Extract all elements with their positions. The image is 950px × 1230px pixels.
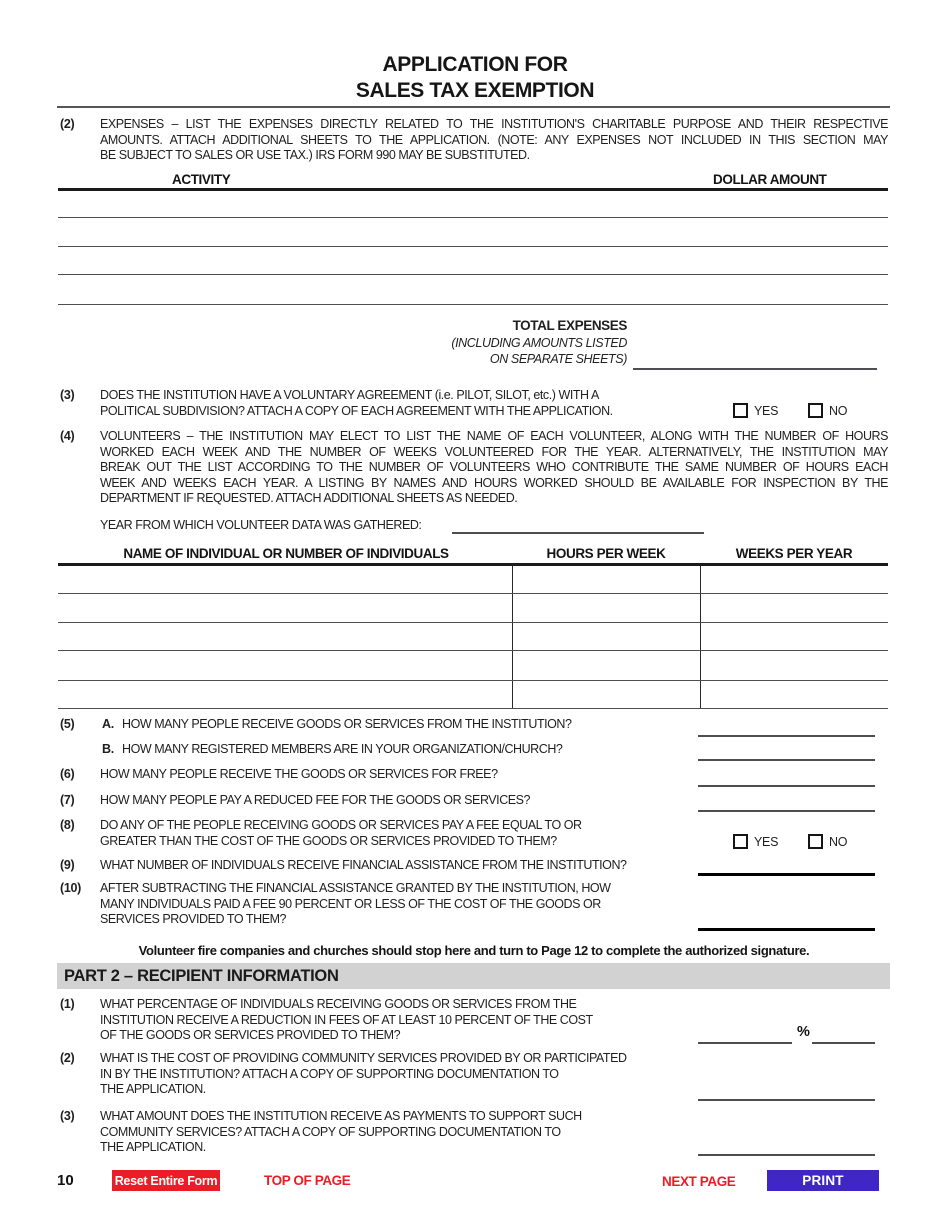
hours-per-week-cell[interactable] (512, 651, 700, 680)
q3-no-label: NO (829, 403, 848, 418)
volunteer-name-cell[interactable] (58, 566, 512, 593)
part2-q3-text (100, 1109, 888, 1156)
dollar-amount-column-header: DOLLAR AMOUNT (713, 172, 827, 187)
question-5b-letter: B. (102, 742, 114, 756)
part2-q3-number: (3) (60, 1109, 75, 1123)
weeks-per-year-cell[interactable] (700, 681, 888, 709)
question-5-number: (5) (60, 717, 75, 731)
q8-no-option (808, 834, 847, 849)
volunteer-name-cell[interactable] (58, 594, 512, 622)
expense-amount-field[interactable] (640, 191, 888, 217)
text-line: IN BY THE INSTITUTION? ATTACH A COPY OF SUPPORTING DOCUMENTATION TO (100, 1066, 559, 1081)
stop-note: Volunteer fire companies and churches should stop here and turn to Page 12 to complete the authorized signature. (138, 943, 810, 958)
expense-activity-field[interactable] (58, 218, 640, 246)
text-line: DOES THE INSTITUTION HAVE A VOLUNTARY AGREEMENT (i.e. PILOT, SILOT, etc.) WITH A (100, 388, 599, 402)
q3-yes-option (733, 403, 778, 418)
section-2-text (100, 117, 888, 164)
expense-activity-field[interactable] (58, 191, 640, 217)
q8-yes-label: YES (754, 834, 779, 849)
question-5b-field[interactable] (698, 759, 875, 761)
text-line: DO ANY OF THE PEOPLE RECEIVING GOODS OR SERVICES PAY A FEE EQUAL TO OR (100, 818, 582, 832)
part2-q2-number: (2) (60, 1051, 75, 1065)
hours-per-week-cell[interactable] (512, 566, 700, 593)
next-page-link[interactable]: NEXT PAGE (662, 1174, 736, 1189)
q3-no-option (808, 403, 847, 418)
total-expenses-note-line: ON SEPARATE SHEETS) (489, 352, 627, 366)
expense-amount-field[interactable] (640, 218, 888, 246)
question-9-number: (9) (60, 858, 75, 872)
section-4-text (100, 429, 888, 507)
expense-amount-field[interactable] (640, 247, 888, 275)
part2-q2-text (100, 1051, 888, 1098)
text-line: AMOUNTS. ATTACH ADDITIONAL SHEETS TO THE APPLICATION. (NOTE: ANY EXPENSES NOT INCLUDED IN THIS SECTION MAY (100, 132, 888, 147)
expense-activity-field[interactable] (58, 275, 640, 304)
question-10-field[interactable] (698, 928, 875, 931)
print-button[interactable]: PRINT (767, 1170, 879, 1191)
volunteer-row (58, 566, 888, 594)
question-7-number: (7) (60, 793, 75, 807)
weeks-per-year-cell[interactable] (700, 623, 888, 651)
expense-activity-field[interactable] (58, 247, 640, 275)
expense-row (58, 218, 888, 247)
total-expenses-note-line: (INCLUDING AMOUNTS LISTED (451, 335, 627, 350)
part2-q1-text (100, 997, 888, 1044)
q3-no-checkbox[interactable] (808, 403, 823, 418)
question-8-number: (8) (60, 818, 75, 832)
section-4-number: (4) (60, 429, 75, 443)
volunteer-table (58, 566, 888, 709)
text-line: BE SUBJECT TO SALES OR USE TAX.) IRS FORM 990 MAY BE SUBSTITUTED. (100, 148, 530, 163)
year-gathered-label: YEAR FROM WHICH VOLUNTEER DATA WAS GATHERED: (100, 518, 422, 532)
section-2-number: (2) (60, 117, 75, 131)
part2-q1-field[interactable] (698, 1042, 792, 1044)
section-3-number: (3) (60, 388, 75, 402)
volunteer-name-column-header: NAME OF INDIVIDUAL OR NUMBER OF INDIVIDUALS (123, 546, 449, 561)
hours-per-week-column-header: HOURS PER WEEK (546, 546, 666, 561)
volunteer-name-cell[interactable] (58, 651, 512, 680)
question-9-text: WHAT NUMBER OF INDIVIDUALS RECEIVE FINANCIAL ASSISTANCE FROM THE INSTITUTION? (100, 858, 627, 872)
text-line: BREAK OUT THE LIST ACCORDING TO THE NUMBER OF VOLUNTEERS WHO CONTRIBUTE THE SAME NUMBER OF HOURS EACH (100, 460, 888, 475)
part2-q3-field[interactable] (698, 1154, 875, 1156)
text-line: INSTITUTION RECEIVE A REDUCTION IN FEES OF AT LEAST 10 PERCENT OF THE COST (100, 1012, 593, 1027)
text-line: GREATER THAN THE COST OF THE GOODS OR SERVICES PROVIDED TO THEM? (100, 833, 557, 848)
expense-row (58, 191, 888, 218)
text-line: WHAT PERCENTAGE OF INDIVIDUALS RECEIVING GOODS OR SERVICES FROM THE (100, 997, 577, 1011)
expense-amount-field[interactable] (640, 275, 888, 304)
q3-yes-checkbox[interactable] (733, 403, 748, 418)
expense-row (58, 247, 888, 276)
volunteer-row (58, 651, 888, 681)
volunteer-row (58, 681, 888, 710)
question-7-text: HOW MANY PEOPLE PAY A REDUCED FEE FOR THE GOODS OR SERVICES? (100, 793, 531, 807)
weeks-per-year-column-header: WEEKS PER YEAR (735, 546, 853, 561)
title-line-2: SALES TAX EXEMPTION (355, 79, 595, 102)
text-line: POLITICAL SUBDIVISION? ATTACH A COPY OF EACH AGREEMENT WITH THE APPLICATION. (100, 403, 613, 418)
text-line: THE APPLICATION. (100, 1140, 206, 1155)
reset-entire-form-button[interactable]: Reset Entire Form (112, 1170, 220, 1191)
text-line: OF THE GOODS OR SERVICES PROVIDED TO THEM? (100, 1028, 401, 1043)
question-10-number: (10) (60, 881, 82, 895)
question-6-text: HOW MANY PEOPLE RECEIVE THE GOODS OR SERVICES FOR FREE? (100, 767, 498, 781)
activity-column-header: ACTIVITY (172, 172, 231, 187)
part2-header: PART 2 – RECIPIENT INFORMATION (57, 963, 890, 989)
hours-per-week-cell[interactable] (512, 623, 700, 651)
text-line: WHAT AMOUNT DOES THE INSTITUTION RECEIVE AS PAYMENTS TO SUPPORT SUCH (100, 1109, 582, 1123)
text-line: MANY INDIVIDUALS PAID A FEE 90 PERCENT OR LESS OF THE COST OF THE GOODS OR (100, 896, 601, 911)
text-line: COMMUNITY SERVICES? ATTACH A COPY OF SUPPORTING DOCUMENTATION TO (100, 1124, 561, 1139)
text-line: EXPENSES – LIST THE EXPENSES DIRECTLY RELATED TO THE INSTITUTION'S CHARITABLE PURPOSE AND THEIR RESPECTIVE (100, 117, 888, 131)
text-line: WHAT IS THE COST OF PROVIDING COMMUNITY SERVICES PROVIDED BY OR PARTICIPATED (100, 1051, 627, 1065)
question-5b-text: HOW MANY REGISTERED MEMBERS ARE IN YOUR ORGANIZATION/CHURCH? (122, 742, 563, 756)
total-expenses-title: TOTAL EXPENSES (512, 318, 627, 333)
q8-no-label: NO (829, 834, 848, 849)
part2-q1-number: (1) (60, 997, 75, 1011)
total-expenses-label (300, 318, 627, 368)
text-line: WEEK AND WEEKS EACH YEAR. A LISTING BY NAMES AND HOURS WORKED SHOULD BE AVAILABLE FOR INSPECTION BY THE (100, 475, 888, 490)
volunteer-row (58, 594, 888, 623)
q8-yes-checkbox[interactable] (733, 834, 748, 849)
total-expenses-field[interactable] (633, 368, 877, 370)
q8-yes-option (733, 834, 778, 849)
question-7-field[interactable] (698, 810, 875, 812)
weeks-per-year-cell[interactable] (700, 651, 888, 680)
expenses-table (58, 191, 888, 305)
text-line: WORKED EACH WEEK AND THE NUMBER OF WEEKS VOLUNTEERED FOR THE YEAR. ALTERNATIVELY, THE INSTITUTION MAY (100, 444, 888, 459)
weeks-per-year-cell[interactable] (700, 594, 888, 622)
question-5a-letter: A. (102, 717, 114, 731)
part2-q2-field[interactable] (698, 1099, 875, 1101)
text-line: DEPARTMENT IF REQUESTED. ATTACH ADDITIONAL SHEETS AS NEEDED. (100, 491, 518, 506)
expense-row (58, 275, 888, 305)
hours-per-week-cell[interactable] (512, 594, 700, 622)
page-title (0, 52, 950, 104)
title-divider (57, 106, 890, 108)
text-line: SERVICES PROVIDED TO THEM? (100, 912, 287, 927)
title-line-1: APPLICATION FOR (382, 53, 568, 76)
volunteer-name-cell[interactable] (58, 623, 512, 651)
question-10-text (100, 881, 888, 928)
page-number: 10 (57, 1172, 74, 1189)
year-gathered-field[interactable] (452, 532, 704, 534)
text-line: VOLUNTEERS – THE INSTITUTION MAY ELECT TO LIST THE NAME OF EACH VOLUNTEER, ALONG WITH THE NUMBER OF HOURS (100, 429, 888, 443)
top-of-page-link[interactable]: TOP OF PAGE (264, 1173, 351, 1188)
question-9-field[interactable] (698, 873, 875, 876)
q3-yes-label: YES (754, 403, 779, 418)
question-6-number: (6) (60, 767, 75, 781)
text-line: AFTER SUBTRACTING THE FINANCIAL ASSISTANCE GRANTED BY THE INSTITUTION, HOW (100, 881, 611, 895)
q8-no-checkbox[interactable] (808, 834, 823, 849)
question-5a-text: HOW MANY PEOPLE RECEIVE GOODS OR SERVICES FROM THE INSTITUTION? (122, 717, 572, 731)
part2-q1-field-secondary[interactable] (812, 1042, 875, 1044)
percent-sign: % (797, 1024, 810, 1040)
question-6-field[interactable] (698, 785, 875, 787)
text-line: THE APPLICATION. (100, 1082, 206, 1097)
volunteer-row (58, 623, 888, 652)
weeks-per-year-cell[interactable] (700, 566, 888, 593)
hours-per-week-cell[interactable] (512, 681, 700, 709)
volunteer-name-cell[interactable] (58, 681, 512, 709)
question-5a-field[interactable] (698, 735, 875, 737)
